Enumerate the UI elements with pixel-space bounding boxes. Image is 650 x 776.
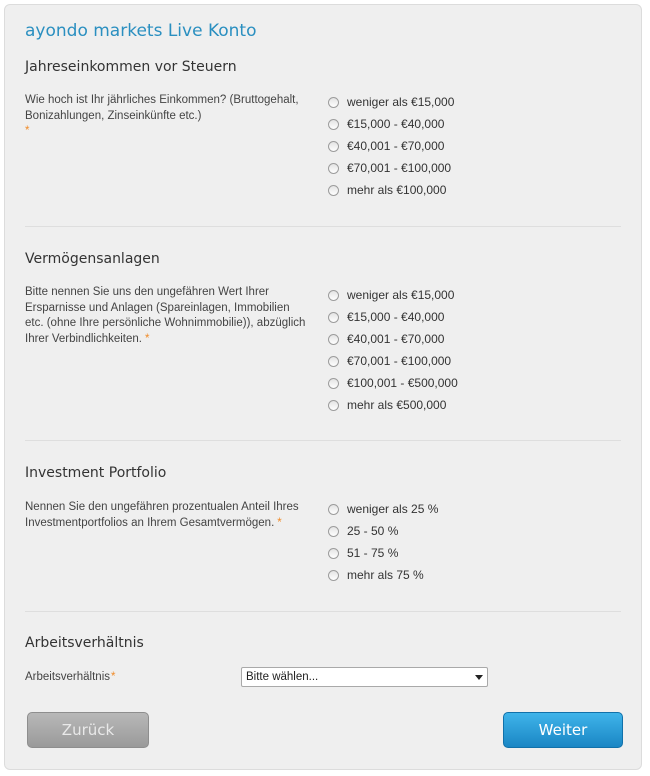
radio-option[interactable] <box>328 113 454 135</box>
radio-option[interactable] <box>328 564 438 586</box>
radio-button[interactable] <box>328 141 339 152</box>
radio-button[interactable] <box>328 97 339 108</box>
radio-option-label: mehr als 75 % <box>347 568 424 582</box>
radio-option[interactable] <box>328 306 458 328</box>
radio-option[interactable] <box>328 372 458 394</box>
radio-button[interactable] <box>328 400 339 411</box>
portfolio-question-text: Nennen Sie den ungefähren prozentualen Anteil Ihres Investmentportfolios an Ihrem Gesamtvermögen. <box>25 501 299 529</box>
radio-option[interactable] <box>328 91 454 113</box>
radio-option-label: €70,001 - €100,000 <box>347 161 452 175</box>
back-button[interactable]: Zurück <box>27 712 149 748</box>
radio-option[interactable] <box>328 179 454 201</box>
radio-button[interactable] <box>328 290 339 301</box>
radio-button[interactable] <box>328 548 339 559</box>
employment-select[interactable] <box>241 667 488 687</box>
chevron-down-icon <box>475 675 483 680</box>
income-question <box>25 93 310 140</box>
radio-option-label: 25 - 50 % <box>347 524 399 538</box>
radio-option-label: €15,000 - €40,000 <box>347 117 445 131</box>
next-button[interactable]: Weiter <box>503 712 623 748</box>
employment-select-value: Bitte wählen... <box>246 671 319 683</box>
radio-option-label: weniger als €15,000 <box>347 95 455 109</box>
radio-button[interactable] <box>328 334 339 345</box>
radio-option-label: mehr als €100,000 <box>347 183 447 197</box>
radio-button[interactable] <box>328 526 339 537</box>
form-panel <box>4 4 642 770</box>
portfolio-question <box>25 500 310 531</box>
required-marker: * <box>277 516 282 529</box>
section-heading-assets: Vermögensanlagen <box>25 251 160 267</box>
section-heading-employment: Arbeitsverhältnis <box>25 635 144 651</box>
radio-option[interactable] <box>328 520 438 542</box>
radio-option-label: €40,001 - €70,000 <box>347 332 445 346</box>
radio-option-label: weniger als 25 % <box>347 502 439 516</box>
radio-option[interactable] <box>328 328 458 350</box>
section-heading-income: Jahreseinkommen vor Steuern <box>25 59 237 75</box>
divider <box>25 226 621 227</box>
radio-option[interactable] <box>328 284 458 306</box>
radio-button[interactable] <box>328 312 339 323</box>
radio-button[interactable] <box>328 163 339 174</box>
radio-option-label: €100,001 - €500,000 <box>347 376 458 390</box>
assets-question <box>25 285 310 347</box>
radio-button[interactable] <box>328 570 339 581</box>
radio-option[interactable] <box>328 542 438 564</box>
employment-label-text: Arbeitsverhältnis <box>25 671 111 683</box>
radio-button[interactable] <box>328 185 339 196</box>
employment-field-label <box>25 671 116 683</box>
required-marker: * <box>111 671 116 683</box>
radio-option-label: €70,001 - €100,000 <box>347 354 452 368</box>
income-question-text: Wie hoch ist Ihr jährliches Einkommen? (Bruttogehalt, Bonizahlungen, Zinseinkünfte etc.) <box>25 94 299 122</box>
assets-options <box>328 284 458 416</box>
radio-option[interactable] <box>328 350 458 372</box>
radio-button[interactable] <box>328 356 339 367</box>
portfolio-options <box>328 498 438 586</box>
radio-option[interactable] <box>328 394 458 416</box>
assets-question-text: Bitte nennen Sie uns den ungefähren Wert Ihrer Ersparnisse und Anlagen (Spareinlagen, Immobilien etc. (ohne Ihre persönliche Wohnimmobilie)), abzüglich Ihrer Verbindlichkeiten. <box>25 286 306 345</box>
radio-option-label: €15,000 - €40,000 <box>347 310 445 324</box>
radio-option-label: 51 - 75 % <box>347 546 399 560</box>
divider <box>25 611 621 612</box>
radio-option[interactable] <box>328 157 454 179</box>
required-marker: * <box>144 332 150 345</box>
radio-button[interactable] <box>328 119 339 130</box>
income-options <box>328 91 454 201</box>
page-title: ayondo markets Live Konto <box>25 21 257 41</box>
section-heading-portfolio: Investment Portfolio <box>25 465 167 481</box>
radio-button[interactable] <box>328 378 339 389</box>
required-marker: * <box>25 125 30 137</box>
radio-option[interactable] <box>328 135 454 157</box>
radio-option-label: mehr als €500,000 <box>347 398 447 412</box>
radio-option[interactable] <box>328 498 438 520</box>
radio-button[interactable] <box>328 504 339 515</box>
radio-option-label: weniger als €15,000 <box>347 288 455 302</box>
divider <box>25 440 621 441</box>
radio-option-label: €40,001 - €70,000 <box>347 139 445 153</box>
